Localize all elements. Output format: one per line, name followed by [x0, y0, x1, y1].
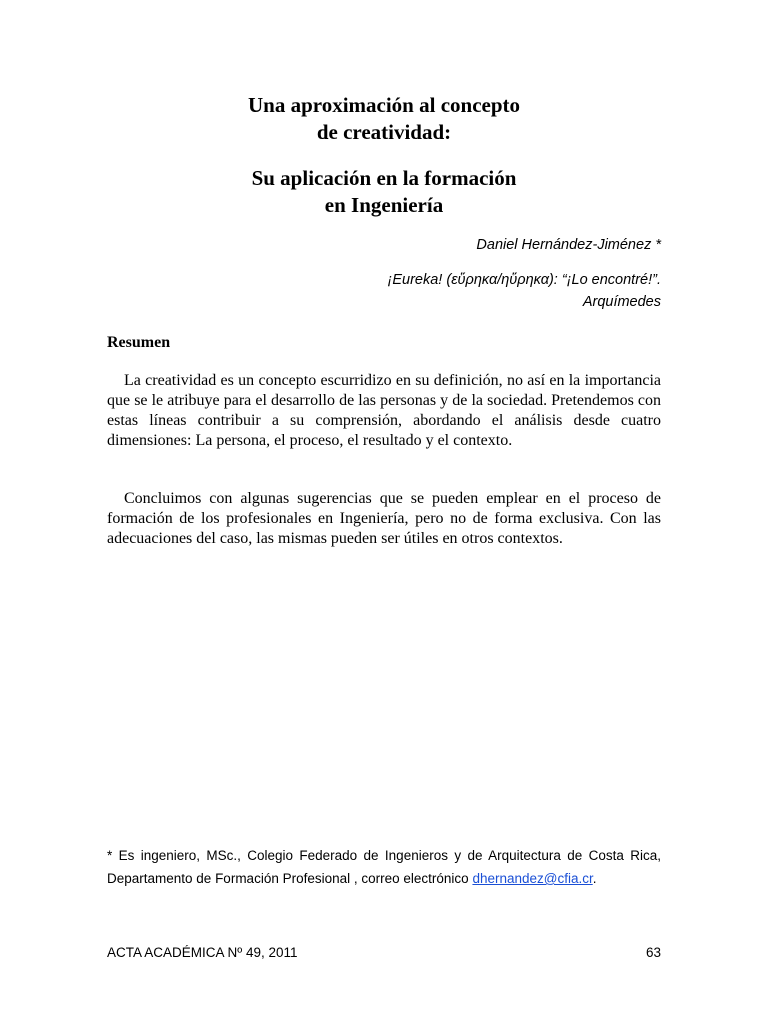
epigraph-quote: ¡Eureka! (εὕρηκα/ηὕρηκα): “¡Lo encontré!”.: [387, 272, 661, 288]
email-link[interactable]: dhernandez@cfia.cr: [472, 871, 593, 886]
footnote-end: .: [592, 871, 597, 886]
subtitle-line-2: en Ingeniería: [324, 193, 444, 217]
subtitle-line-1: Su aplicación en la formación: [251, 166, 517, 190]
page-number: 63: [645, 945, 661, 960]
title-line-2: de creatividad:: [316, 120, 452, 144]
epigraph-attribution: Arquímedes: [582, 294, 661, 310]
abstract-paragraph-1: La creatividad es un concepto escurridizo en su definición, no así en la importancia que se le atribuye para el desarrollo de las personas y de la sociedad. Pretendemos con estas líneas contribuir a su comprensión, abordando el análisis desde cuatro dimensiones: La persona, el proceso, el resultado y el contexto.: [107, 372, 661, 449]
journal-footer: ACTA ACADÉMICA Nº 49, 2011: [107, 945, 298, 960]
title-line-1: Una aproximación al concepto: [247, 93, 521, 117]
abstract-paragraph-2: Concluimos con algunas sugerencias que se pueden emplear en el proceso de formación de los profesionales en Ingeniería, pero no de forma exclusiva. Con las adecuaciones del caso, las mismas pueden ser útiles en otros contextos.: [107, 490, 661, 547]
author-name: Daniel Hernández-Jiménez *: [476, 237, 661, 253]
abstract-heading: Resumen: [107, 334, 171, 351]
author-footnote: [107, 844, 661, 890]
footnote-text: * Es ingeniero, MSc., Colegio Federado de Ingenieros y de Arquitectura de Costa Rica, Departamento de Formación Profesional , correo electrónico: [107, 848, 661, 886]
